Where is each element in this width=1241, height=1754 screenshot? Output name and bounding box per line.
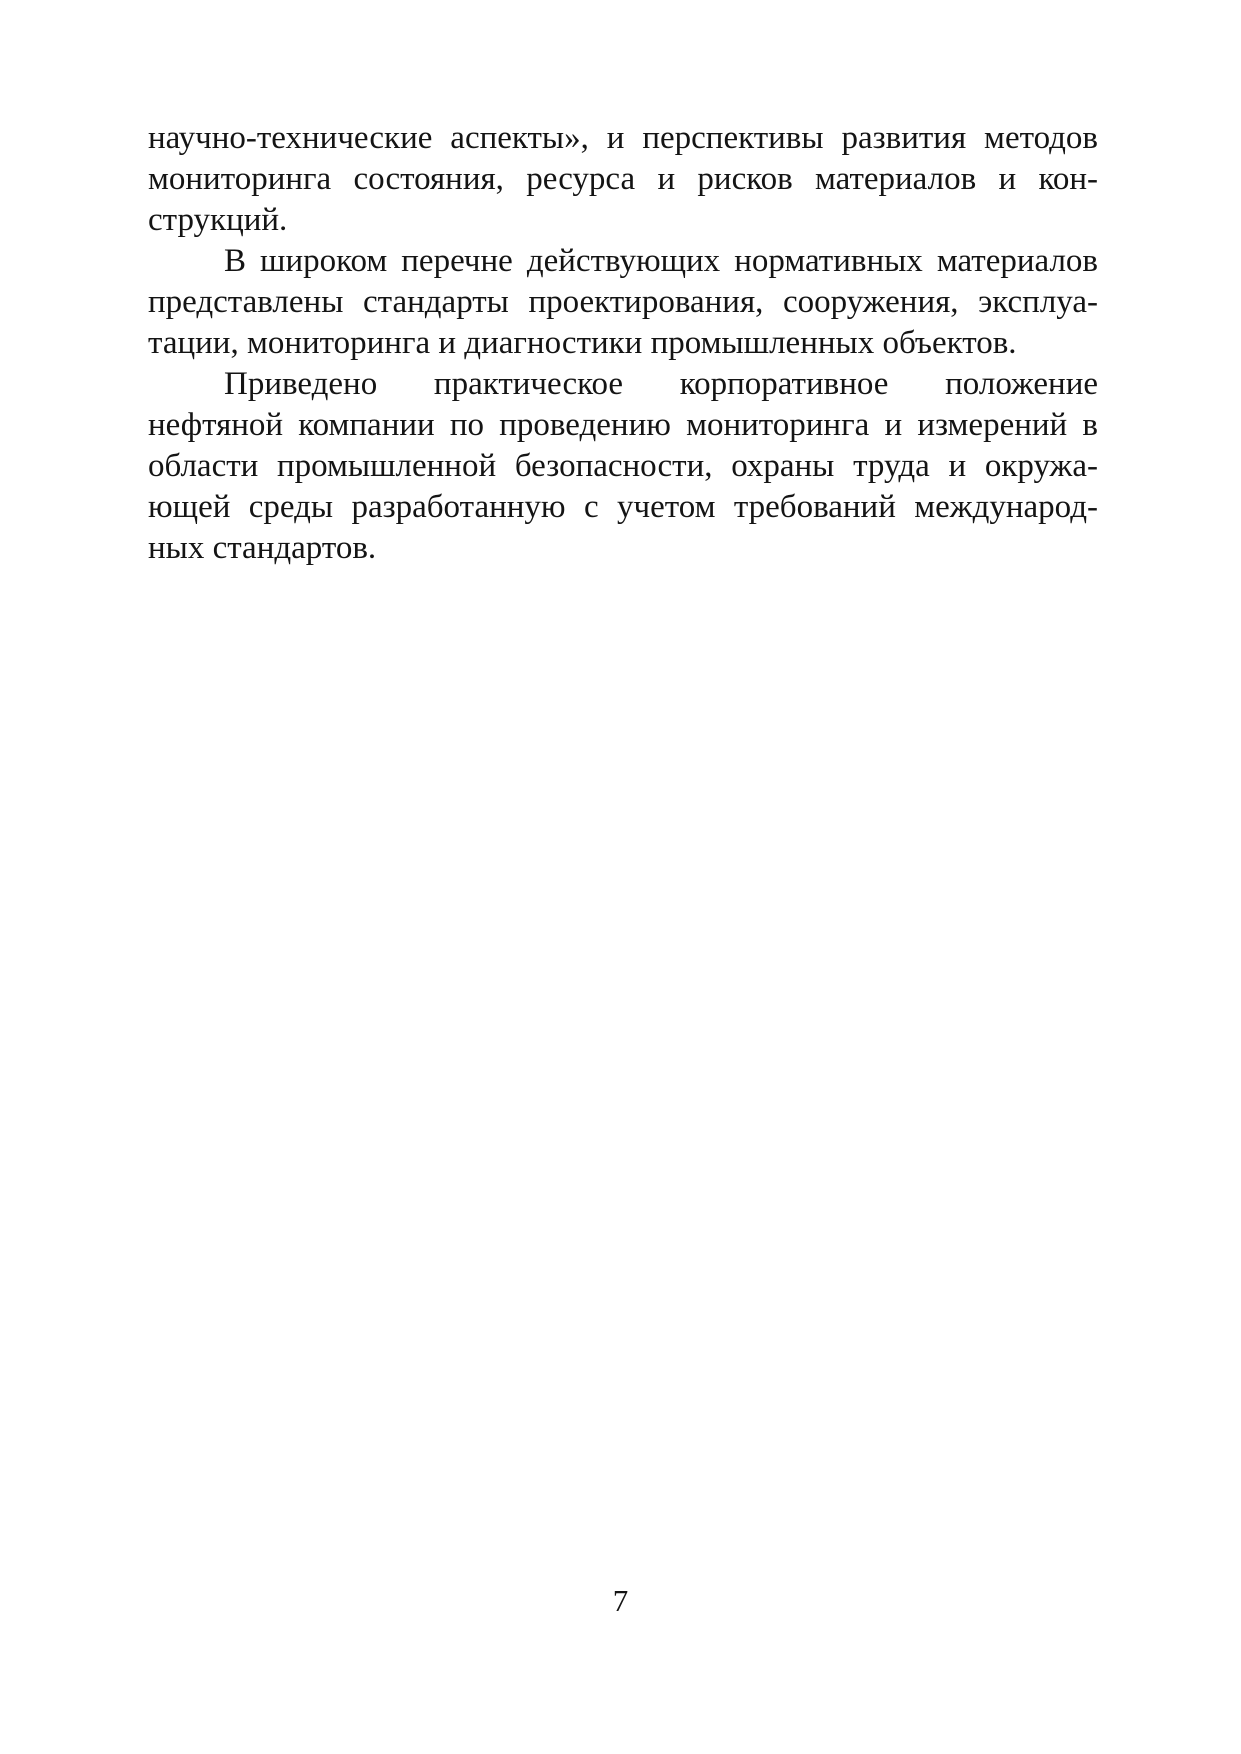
text-line: В широком перечне действующих нормативных материалов <box>224 243 1098 279</box>
text-line: струкций. <box>148 202 288 238</box>
text-line: ных стандартов. <box>148 530 377 566</box>
text-line: области промышленной безопасности, охраны труда и окружа- <box>148 448 1098 484</box>
text-line: представлены стандарты проектирования, сооружения, эксплуа- <box>148 284 1098 320</box>
page-number: 7 <box>612 1583 629 1618</box>
text-line: научно-технические аспекты», и перспективы развития методов <box>148 120 1098 156</box>
text-line: мониторинга состояния, ресурса и рисков материалов и кон- <box>148 161 1098 197</box>
text-line: Приведено практическое корпоративное положение <box>224 366 1098 402</box>
text-line: тации, мониторинга и диагностики промышленных объектов. <box>148 325 1017 361</box>
text-line: нефтяной компании по проведению мониторинга и измерений в <box>148 407 1098 443</box>
body-text <box>148 118 1098 569</box>
text-line: ющей среды разработанную с учетом требований международ- <box>148 489 1098 525</box>
